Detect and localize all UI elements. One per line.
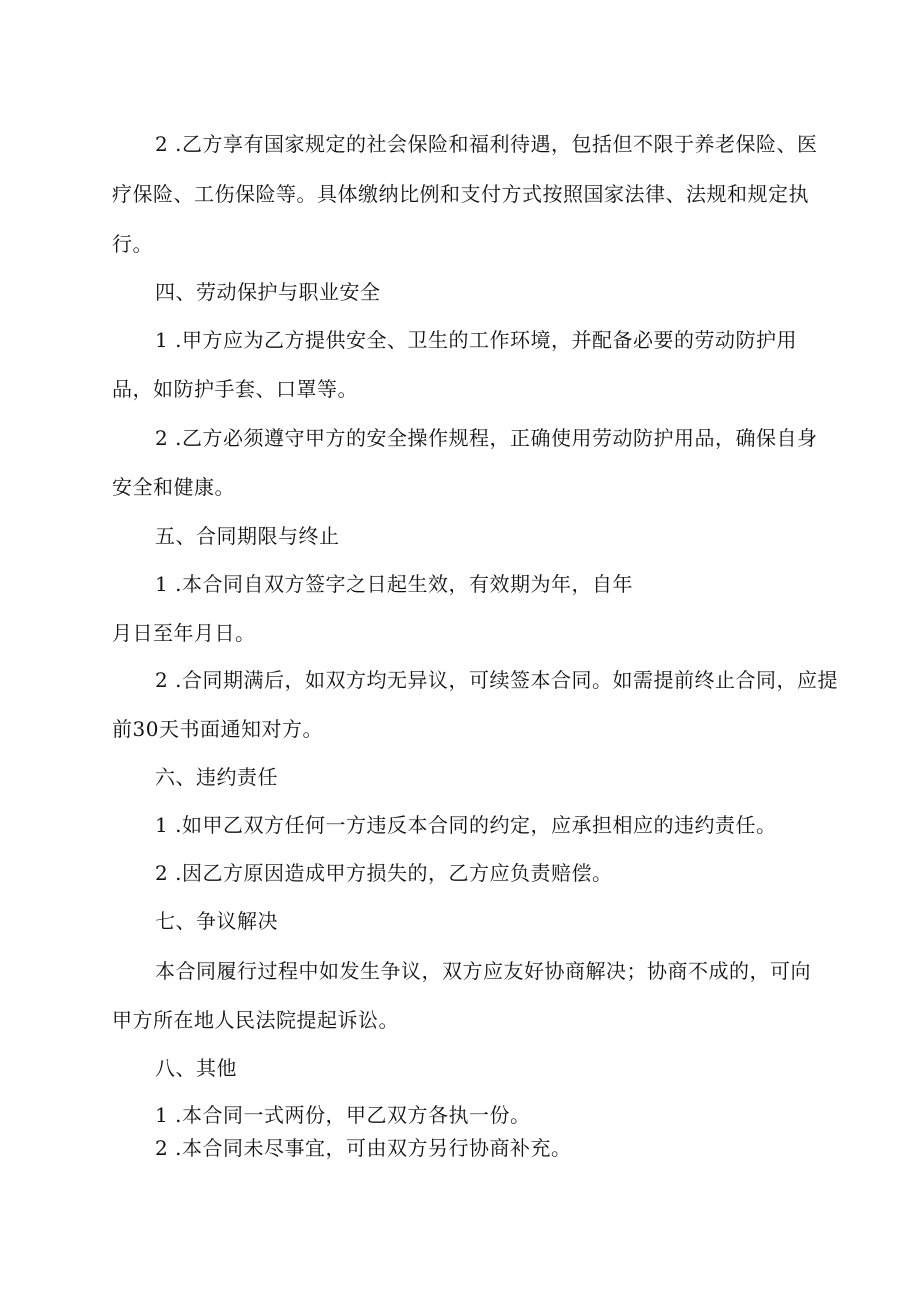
clause-5-1-line-1: 1 .本合同自双方签字之日起生效，有效期为年，自年 <box>155 572 633 596</box>
clause-4-1-line-2: 品，如防护手套、口罩等。 <box>112 377 358 401</box>
clause-8-1: 1 .本合同一式两份，甲乙双方各执一份。 <box>155 1103 531 1127</box>
section-5-heading: 五、合同期限与终止 <box>155 524 340 548</box>
clause-6-1: 1 .如甲乙双方任何一方违反本合同的约定，应承担相应的违约责任。 <box>155 813 777 837</box>
section-8-heading: 八、其他 <box>155 1056 237 1080</box>
section-6-heading: 六、违约责任 <box>155 765 278 789</box>
section-7-paragraph-line-1: 本合同履行过程中如发生争议，双方应友好协商解决；协商不成的，可向 <box>155 959 811 983</box>
section-7-paragraph-line-2: 甲方所在地人民法院提起诉讼。 <box>112 1008 399 1032</box>
clause-5-2-line-1: 2 .合同期满后，如双方均无异议，可续签本合同。如需提前终止合同，应提 <box>155 668 838 692</box>
clause-4-2-line-1: 2 .乙方必须遵守甲方的安全操作规程，正确使用劳动防护用品，确保自身 <box>155 426 818 450</box>
clause-8-2: 2 .本合同未尽事宜，可由双方另行协商补充。 <box>155 1136 572 1160</box>
section-7-heading: 七、争议解决 <box>155 909 278 933</box>
clause-5-1-line-2: 月日至年月日。 <box>112 621 256 645</box>
section-4-heading: 四、劳动保护与职业安全 <box>155 280 381 304</box>
clause-4-1-line-1: 1 .甲方应为乙方提供安全、卫生的工作环境，并配备必要的劳动防护用 <box>155 328 797 352</box>
clause-6-2: 2 .因乙方原因造成甲方损失的，乙方应负责赔偿。 <box>155 861 613 885</box>
clause-3-2-line-1: 2 .乙方享有国家规定的社会保险和福利待遇，包括但不限于养老保险、医 <box>155 132 818 156</box>
clause-3-2-line-2: 疗保险、工伤保险等。具体缴纳比例和支付方式按照国家法律、法规和规定执 <box>112 182 809 206</box>
clause-3-2-line-3: 行。 <box>112 232 153 256</box>
clause-4-2-line-2: 安全和健康。 <box>112 475 235 499</box>
clause-5-2-line-2: 前30天书面通知对方。 <box>112 717 323 741</box>
